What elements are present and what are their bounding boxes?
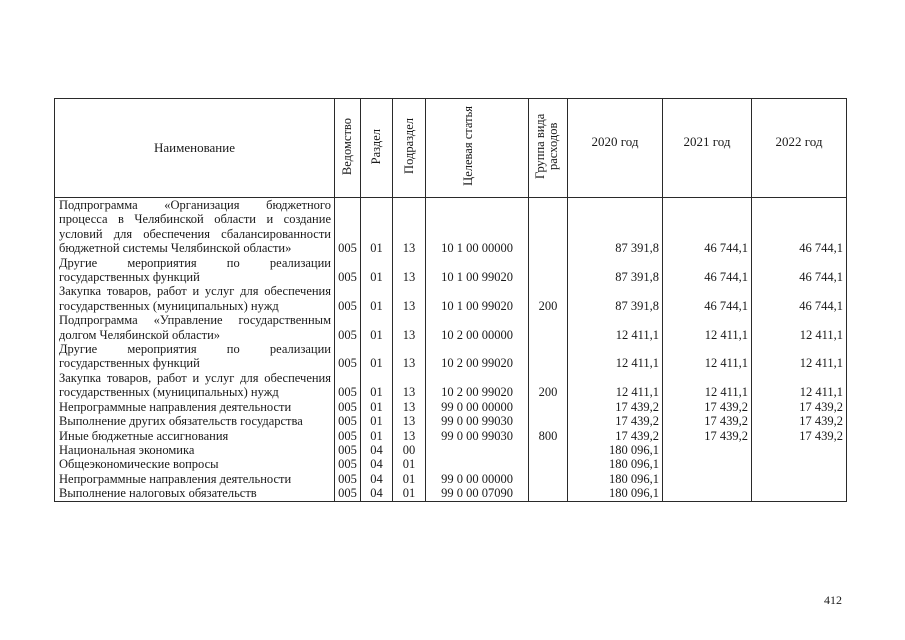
table-row bbox=[55, 457, 847, 471]
cell-razdel: 01 bbox=[361, 371, 393, 400]
cell-celevaya-statya: 10 2 00 99020 bbox=[426, 371, 529, 400]
cell-2022: 17 439,2 bbox=[752, 400, 847, 414]
header-gruppa-vida-rashodov: Группа вида расходов bbox=[529, 99, 568, 198]
cell-vedomstvo: 005 bbox=[335, 443, 361, 457]
cell-2020: 87 391,8 bbox=[568, 256, 663, 285]
cell-podrazdel: 13 bbox=[393, 400, 426, 414]
page-number: 412 bbox=[824, 593, 842, 607]
table-row bbox=[55, 414, 847, 428]
cell-name: Непрограммные направления деятельности bbox=[55, 400, 335, 414]
cell-2020: 180 096,1 bbox=[568, 457, 663, 471]
cell-gruppa bbox=[529, 457, 568, 471]
cell-vedomstvo: 005 bbox=[335, 198, 361, 256]
table-row bbox=[55, 472, 847, 486]
table-row bbox=[55, 313, 847, 342]
cell-celevaya-statya: 99 0 00 07090 bbox=[426, 486, 529, 501]
cell-podrazdel: 01 bbox=[393, 457, 426, 471]
cell-vedomstvo: 005 bbox=[335, 313, 361, 342]
cell-2021: 46 744,1 bbox=[663, 198, 752, 256]
cell-name: Национальная экономика bbox=[55, 443, 335, 457]
cell-razdel: 04 bbox=[361, 472, 393, 486]
header-razdel: Раздел bbox=[361, 99, 393, 198]
cell-2021 bbox=[663, 443, 752, 457]
cell-razdel: 01 bbox=[361, 198, 393, 256]
cell-celevaya-statya: 10 1 00 00000 bbox=[426, 198, 529, 256]
header-vedomstvo: Ведомство bbox=[335, 99, 361, 198]
cell-name: Иные бюджетные ассигнования bbox=[55, 429, 335, 443]
cell-2020: 12 411,1 bbox=[568, 313, 663, 342]
table-row bbox=[55, 443, 847, 457]
table-row bbox=[55, 486, 847, 501]
cell-2020: 180 096,1 bbox=[568, 486, 663, 501]
table-row bbox=[55, 256, 847, 285]
cell-name: Другие мероприятия по реализации государственных функций bbox=[55, 342, 335, 371]
cell-vedomstvo: 005 bbox=[335, 371, 361, 400]
cell-podrazdel: 13 bbox=[393, 342, 426, 371]
cell-2021 bbox=[663, 486, 752, 501]
cell-celevaya-statya: 99 0 00 00000 bbox=[426, 472, 529, 486]
header-year-2020: 2020 год bbox=[568, 99, 663, 198]
cell-2022: 46 744,1 bbox=[752, 198, 847, 256]
cell-razdel: 01 bbox=[361, 429, 393, 443]
cell-2022: 12 411,1 bbox=[752, 342, 847, 371]
cell-podrazdel: 13 bbox=[393, 256, 426, 285]
cell-razdel: 01 bbox=[361, 400, 393, 414]
cell-2022 bbox=[752, 457, 847, 471]
cell-razdel: 04 bbox=[361, 486, 393, 501]
header-year-2022: 2022 год bbox=[752, 99, 847, 198]
cell-2020: 12 411,1 bbox=[568, 342, 663, 371]
cell-2020: 180 096,1 bbox=[568, 443, 663, 457]
table-row bbox=[55, 284, 847, 313]
cell-podrazdel: 13 bbox=[393, 284, 426, 313]
cell-celevaya-statya: 10 2 00 00000 bbox=[426, 313, 529, 342]
cell-podrazdel: 13 bbox=[393, 414, 426, 428]
cell-name: Общеэкономические вопросы bbox=[55, 457, 335, 471]
cell-2021: 12 411,1 bbox=[663, 313, 752, 342]
cell-gruppa bbox=[529, 443, 568, 457]
cell-celevaya-statya: 10 1 00 99020 bbox=[426, 284, 529, 313]
cell-2021 bbox=[663, 457, 752, 471]
cell-2022 bbox=[752, 472, 847, 486]
cell-vedomstvo: 005 bbox=[335, 400, 361, 414]
cell-gruppa bbox=[529, 472, 568, 486]
table-header-row bbox=[55, 99, 847, 198]
cell-name: Выполнение налоговых обязательств bbox=[55, 486, 335, 501]
table-row bbox=[55, 342, 847, 371]
header-year-2021: 2021 год bbox=[663, 99, 752, 198]
cell-gruppa: 800 bbox=[529, 429, 568, 443]
cell-2022: 12 411,1 bbox=[752, 371, 847, 400]
cell-vedomstvo: 005 bbox=[335, 284, 361, 313]
cell-2022: 17 439,2 bbox=[752, 429, 847, 443]
cell-2020: 87 391,8 bbox=[568, 284, 663, 313]
table-row bbox=[55, 429, 847, 443]
cell-vedomstvo: 005 bbox=[335, 429, 361, 443]
cell-2020: 17 439,2 bbox=[568, 414, 663, 428]
budget-table bbox=[54, 98, 847, 502]
cell-gruppa bbox=[529, 313, 568, 342]
cell-2022: 46 744,1 bbox=[752, 284, 847, 313]
cell-vedomstvo: 005 bbox=[335, 342, 361, 371]
header-name: Наименование bbox=[55, 99, 335, 198]
cell-razdel: 01 bbox=[361, 414, 393, 428]
cell-celevaya-statya: 99 0 00 99030 bbox=[426, 429, 529, 443]
cell-2021: 46 744,1 bbox=[663, 284, 752, 313]
header-podrazdel: Подраздел bbox=[393, 99, 426, 198]
cell-2021: 17 439,2 bbox=[663, 429, 752, 443]
cell-gruppa bbox=[529, 342, 568, 371]
cell-vedomstvo: 005 bbox=[335, 457, 361, 471]
cell-vedomstvo: 005 bbox=[335, 414, 361, 428]
cell-2022: 46 744,1 bbox=[752, 256, 847, 285]
table-row bbox=[55, 400, 847, 414]
header-celevaya-statya: Целевая статья bbox=[426, 99, 529, 198]
cell-2021: 46 744,1 bbox=[663, 256, 752, 285]
cell-name: Непрограммные направления деятельности bbox=[55, 472, 335, 486]
cell-2022: 17 439,2 bbox=[752, 414, 847, 428]
cell-name: Подпрограмма «Управление государственным долгом Челябинской области» bbox=[55, 313, 335, 342]
cell-podrazdel: 13 bbox=[393, 313, 426, 342]
cell-celevaya-statya bbox=[426, 443, 529, 457]
cell-gruppa bbox=[529, 414, 568, 428]
cell-2020: 180 096,1 bbox=[568, 472, 663, 486]
cell-2021: 17 439,2 bbox=[663, 400, 752, 414]
cell-2021: 12 411,1 bbox=[663, 371, 752, 400]
cell-2020: 12 411,1 bbox=[568, 371, 663, 400]
cell-celevaya-statya: 99 0 00 99030 bbox=[426, 414, 529, 428]
cell-razdel: 01 bbox=[361, 342, 393, 371]
cell-razdel: 04 bbox=[361, 457, 393, 471]
cell-2021: 17 439,2 bbox=[663, 414, 752, 428]
cell-vedomstvo: 005 bbox=[335, 256, 361, 285]
cell-name: Другие мероприятия по реализации государственных функций bbox=[55, 256, 335, 285]
cell-podrazdel: 13 bbox=[393, 198, 426, 256]
cell-razdel: 01 bbox=[361, 256, 393, 285]
cell-2020: 17 439,2 bbox=[568, 400, 663, 414]
cell-gruppa bbox=[529, 256, 568, 285]
cell-gruppa bbox=[529, 400, 568, 414]
cell-celevaya-statya: 99 0 00 00000 bbox=[426, 400, 529, 414]
cell-2022 bbox=[752, 443, 847, 457]
cell-gruppa: 200 bbox=[529, 284, 568, 313]
cell-2022 bbox=[752, 486, 847, 501]
table-row bbox=[55, 371, 847, 400]
cell-celevaya-statya bbox=[426, 457, 529, 471]
cell-vedomstvo: 005 bbox=[335, 472, 361, 486]
cell-celevaya-statya: 10 1 00 99020 bbox=[426, 256, 529, 285]
cell-podrazdel: 13 bbox=[393, 429, 426, 443]
cell-gruppa: 200 bbox=[529, 371, 568, 400]
cell-name: Закупка товаров, работ и услуг для обеспечения государственных (муниципальных) нужд bbox=[55, 284, 335, 313]
cell-gruppa bbox=[529, 486, 568, 501]
cell-podrazdel: 00 bbox=[393, 443, 426, 457]
cell-gruppa bbox=[529, 198, 568, 256]
cell-podrazdel: 01 bbox=[393, 472, 426, 486]
cell-razdel: 01 bbox=[361, 284, 393, 313]
cell-celevaya-statya: 10 2 00 99020 bbox=[426, 342, 529, 371]
cell-2021 bbox=[663, 472, 752, 486]
budget-table-container bbox=[54, 98, 846, 502]
cell-podrazdel: 13 bbox=[393, 371, 426, 400]
cell-razdel: 04 bbox=[361, 443, 393, 457]
cell-2020: 87 391,8 bbox=[568, 198, 663, 256]
cell-name: Подпрограмма «Организация бюджетного процесса в Челябинской области и создание условий для обеспечения сбалансированности бюджетной системы Челябинской области» bbox=[55, 198, 335, 256]
cell-podrazdel: 01 bbox=[393, 486, 426, 501]
cell-razdel: 01 bbox=[361, 313, 393, 342]
cell-name: Выполнение других обязательств государства bbox=[55, 414, 335, 428]
cell-vedomstvo: 005 bbox=[335, 486, 361, 501]
cell-2021: 12 411,1 bbox=[663, 342, 752, 371]
cell-2022: 12 411,1 bbox=[752, 313, 847, 342]
cell-name: Закупка товаров, работ и услуг для обеспечения государственных (муниципальных) нужд bbox=[55, 371, 335, 400]
budget-table-body bbox=[55, 198, 847, 502]
cell-2020: 17 439,2 bbox=[568, 429, 663, 443]
table-row bbox=[55, 198, 847, 256]
